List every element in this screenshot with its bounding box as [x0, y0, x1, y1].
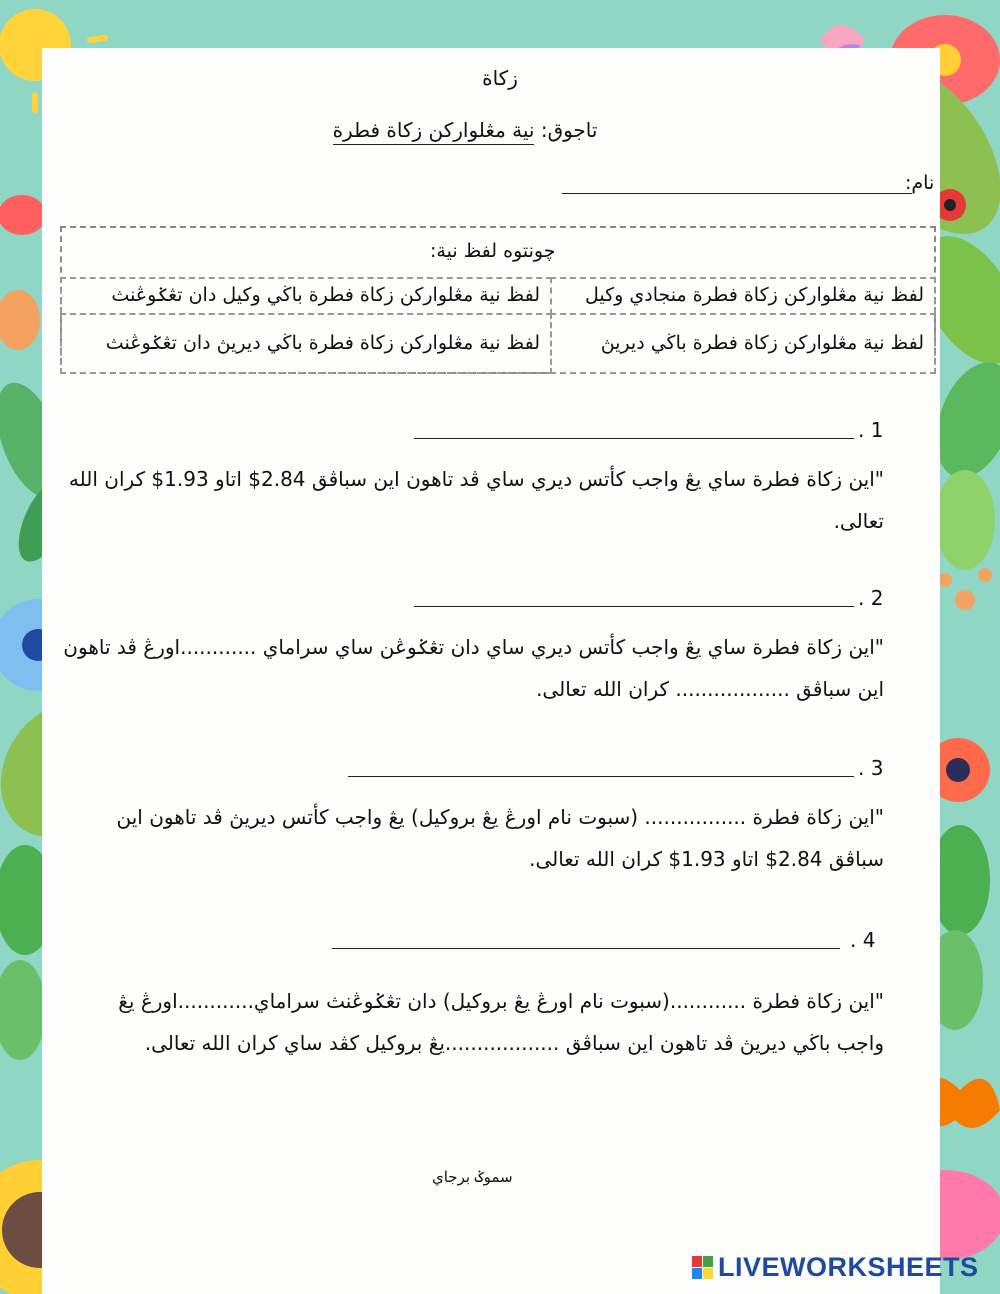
answer-line[interactable]: [414, 438, 854, 439]
worksheet-topic: [300, 118, 630, 142]
brand-watermark: LIVEWORKSHEETS: [718, 1252, 979, 1282]
worksheet-subject: زكاة: [482, 66, 518, 90]
name-input-line[interactable]: [562, 193, 912, 194]
question-text: "اين زكاة فطرة ساي يڠ واجب كأتس ديري ساي دان تڠݢوڠن ساي سراماي ............اورڠ ڤد تاهون اين سباڤق .................. كران الله تعالى.: [63, 635, 884, 701]
answer-line[interactable]: [348, 776, 854, 777]
topic-prefix: تاجوق:: [534, 118, 598, 142]
question-number: . 3: [858, 756, 884, 780]
example-item: لفظ نية مڠلواركن زكاة فطرة باڬي ديريڽ دان تڠݢوڠنث: [60, 313, 552, 374]
question-text: "اين زكاة فطرة ................ (سبوت نام اورڠ يڠ بروكيل) يڠ واجب كأتس ديريڽ ڤد تاهون اين سباڤق 2.84$ اتاو 1.93$ كران الله تعالى.: [116, 805, 884, 871]
question-number: . 1: [858, 418, 884, 442]
answer-line[interactable]: [414, 606, 854, 607]
example-item: لفظ نية مڠلواركن زكاة فطرة باڬي وكيل دان تڠݢوڠنث: [60, 277, 552, 315]
question-number: . 2: [858, 586, 884, 610]
question-text: "اين زكاة فطرة ............(سبوت نام اورڠ يڠ بروكيل) دان تڠݢوڠنث سراماي............اورڠ يڠ واجب باڬي ديريڽ ڤد تاهون اين سباڤق ..................يڠ بروكيل كڤد ساي كران الله تعالى.: [118, 989, 884, 1055]
example-item: لفظ نية مڠلواركن زكاة فطرة باڬي ديريڽ: [550, 313, 936, 374]
example-heading: چونتوه لفظ نية:: [430, 240, 556, 262]
topic-title: نية مڠلواركن زكاة فطرة: [333, 118, 535, 145]
name-label: نام:: [905, 172, 935, 194]
liveworksheets-logo-icon: [692, 1256, 714, 1280]
question-number: . 4: [850, 928, 876, 952]
closing-wish: سموݢ برجاي: [432, 1168, 513, 1186]
example-item: لفظ نية مڠلواركن زكاة فطرة منجادي وكيل: [550, 277, 936, 315]
question-text: "اين زكاة فطرة ساي يڠ واجب كأتس ديري ساي ڤد تاهون اين سباڤق 2.84$ اتاو 1.93$ كران الله تعالى.: [68, 467, 884, 533]
answer-line[interactable]: [332, 948, 840, 949]
